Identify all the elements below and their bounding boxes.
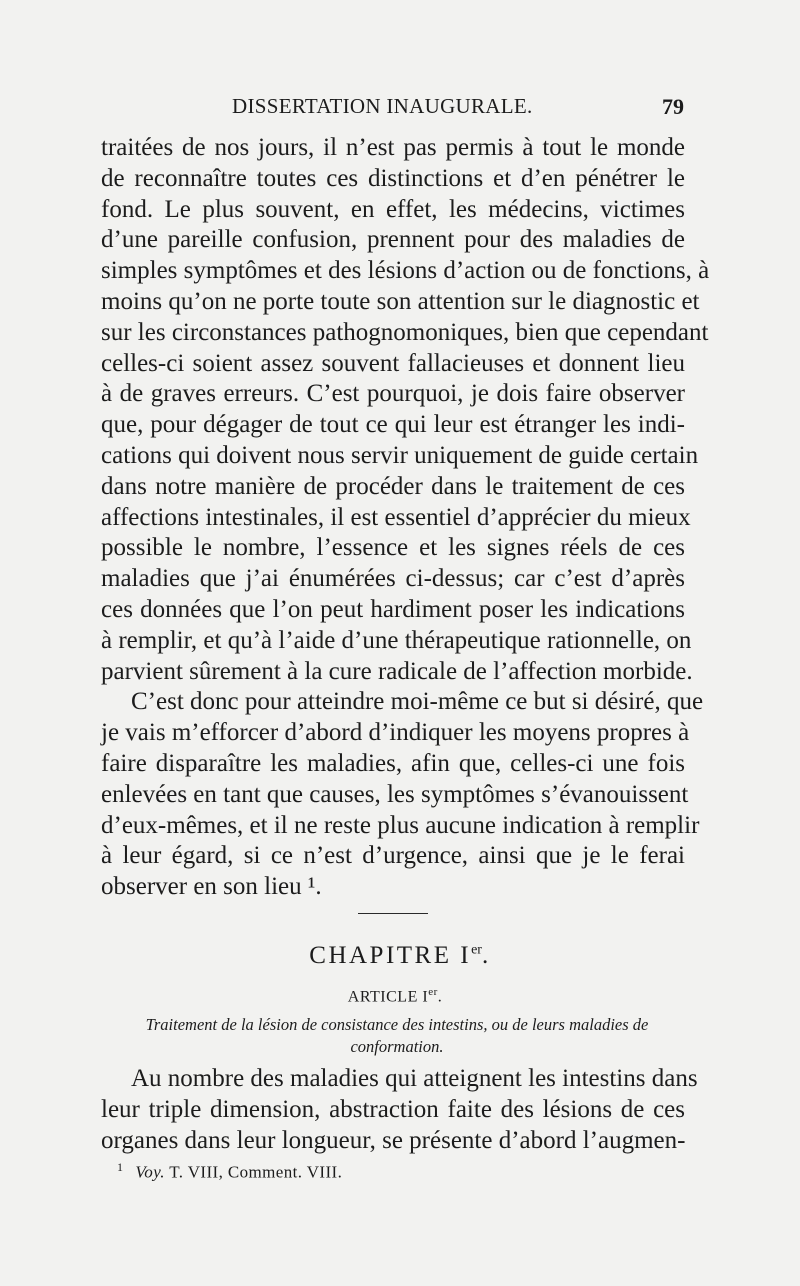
- text-line: d’eux-mêmes, et il ne reste plus aucune indication à remplir: [101, 811, 700, 839]
- text-line: cations qui doivent nous servir uniquement de guide certain: [101, 441, 699, 469]
- chapter-title-period: .: [481, 942, 491, 969]
- text-line: sur les circonstances pathognomoniques, bien que cependant: [101, 318, 709, 346]
- text-line: je vais m’efforcer d’abord d’indiquer les moyens propres à: [101, 719, 690, 747]
- text-line: à leur égard, si ce n’est d’urgence, ainsi que je le ferai: [101, 842, 685, 870]
- page-header: [102, 94, 686, 124]
- text-line: possible le nombre, l’essence et les signes réels de ces: [101, 534, 685, 562]
- text-line: enlevées en tant que causes, les symptômes s’évanouissent: [101, 780, 689, 808]
- text-line: maladies que j’ai énumérées ci-dessus; car c’est d’après: [101, 565, 685, 593]
- text-line: affections intestinales, il est essentiel d’apprécier du mieux: [101, 503, 691, 531]
- main-text-continued: [101, 1063, 698, 1155]
- text-line: d’une pareille confusion, prennent pour des maladies de: [101, 226, 685, 254]
- chapter-heading: [0, 942, 800, 970]
- text-line: parvient sûrement à la cure radicale de l’affection morbide.: [101, 657, 693, 685]
- text-line: organes dans leur longueur, se présente d’abord l’augmen-: [101, 1126, 686, 1154]
- text-line: Au nombre des maladies qui atteignent les intestins dans: [131, 1065, 698, 1092]
- article-title: ARTICLE I: [347, 988, 429, 1006]
- text-line: C’est donc pour atteindre moi-même ce but si désiré, que: [131, 688, 704, 716]
- article-title-period: .: [437, 988, 443, 1006]
- footnote-mark: 1: [117, 1160, 124, 1174]
- main-text: [101, 133, 710, 903]
- article-heading: [0, 986, 790, 1006]
- text-line: que, pour dégager de tout ce qui leur est étranger les indi-: [101, 411, 685, 439]
- text-line: à de graves erreurs. C’est pourquoi, je dois faire observer: [101, 380, 685, 408]
- text-line: leur triple dimension, abstraction faite des lésions de ces: [101, 1095, 685, 1123]
- text-line: observer en son lieu ¹.: [101, 873, 322, 901]
- text-line: fond. Le plus souvent, en effet, les médecins, victimes: [101, 195, 685, 223]
- chapter-title: CHAPITRE I: [309, 942, 472, 969]
- text-line: simples symptômes et des lésions d’action ou de fonctions, à: [101, 257, 710, 285]
- footnote-abbreviation: Voy.: [135, 1162, 165, 1182]
- article-title-superscript: er: [428, 986, 438, 998]
- text-line: de reconnaître toutes ces distinctions et d’en pénétrer le: [101, 164, 685, 192]
- text-line: dans notre manière de procéder dans le traitement de ces: [101, 472, 685, 500]
- footnote: [117, 1160, 342, 1183]
- page-number: 79: [662, 94, 684, 119]
- section-divider: [358, 913, 428, 914]
- text-line: ces données que l’on peut hardiment poser les indications: [101, 595, 685, 623]
- text-line: moins qu’on ne porte toute son attention sur le diagnostic et: [101, 287, 700, 315]
- text-line: faire disparaître les maladies, afin que, celles-ci une fois: [101, 749, 685, 777]
- chapter-title-superscript: er: [471, 942, 482, 958]
- footnote-text: T. VIII, Comment. VIII.: [169, 1162, 343, 1182]
- text-line: à remplir, et qu’à l’aide d’une thérapeutique rationnelle, on: [101, 626, 692, 654]
- text-line: celles-ci soient assez souvent fallacieuses et donnent lieu: [101, 349, 685, 377]
- running-title: DISSERTATION INAUGURALE.: [232, 94, 533, 118]
- text-line: traitées de nos jours, il n’est pas permis à tout le monde: [101, 134, 685, 161]
- article-subtitle: Traitement de la lésion de consistance des intestins, ou de leurs maladies de conformation.: [145, 1015, 649, 1056]
